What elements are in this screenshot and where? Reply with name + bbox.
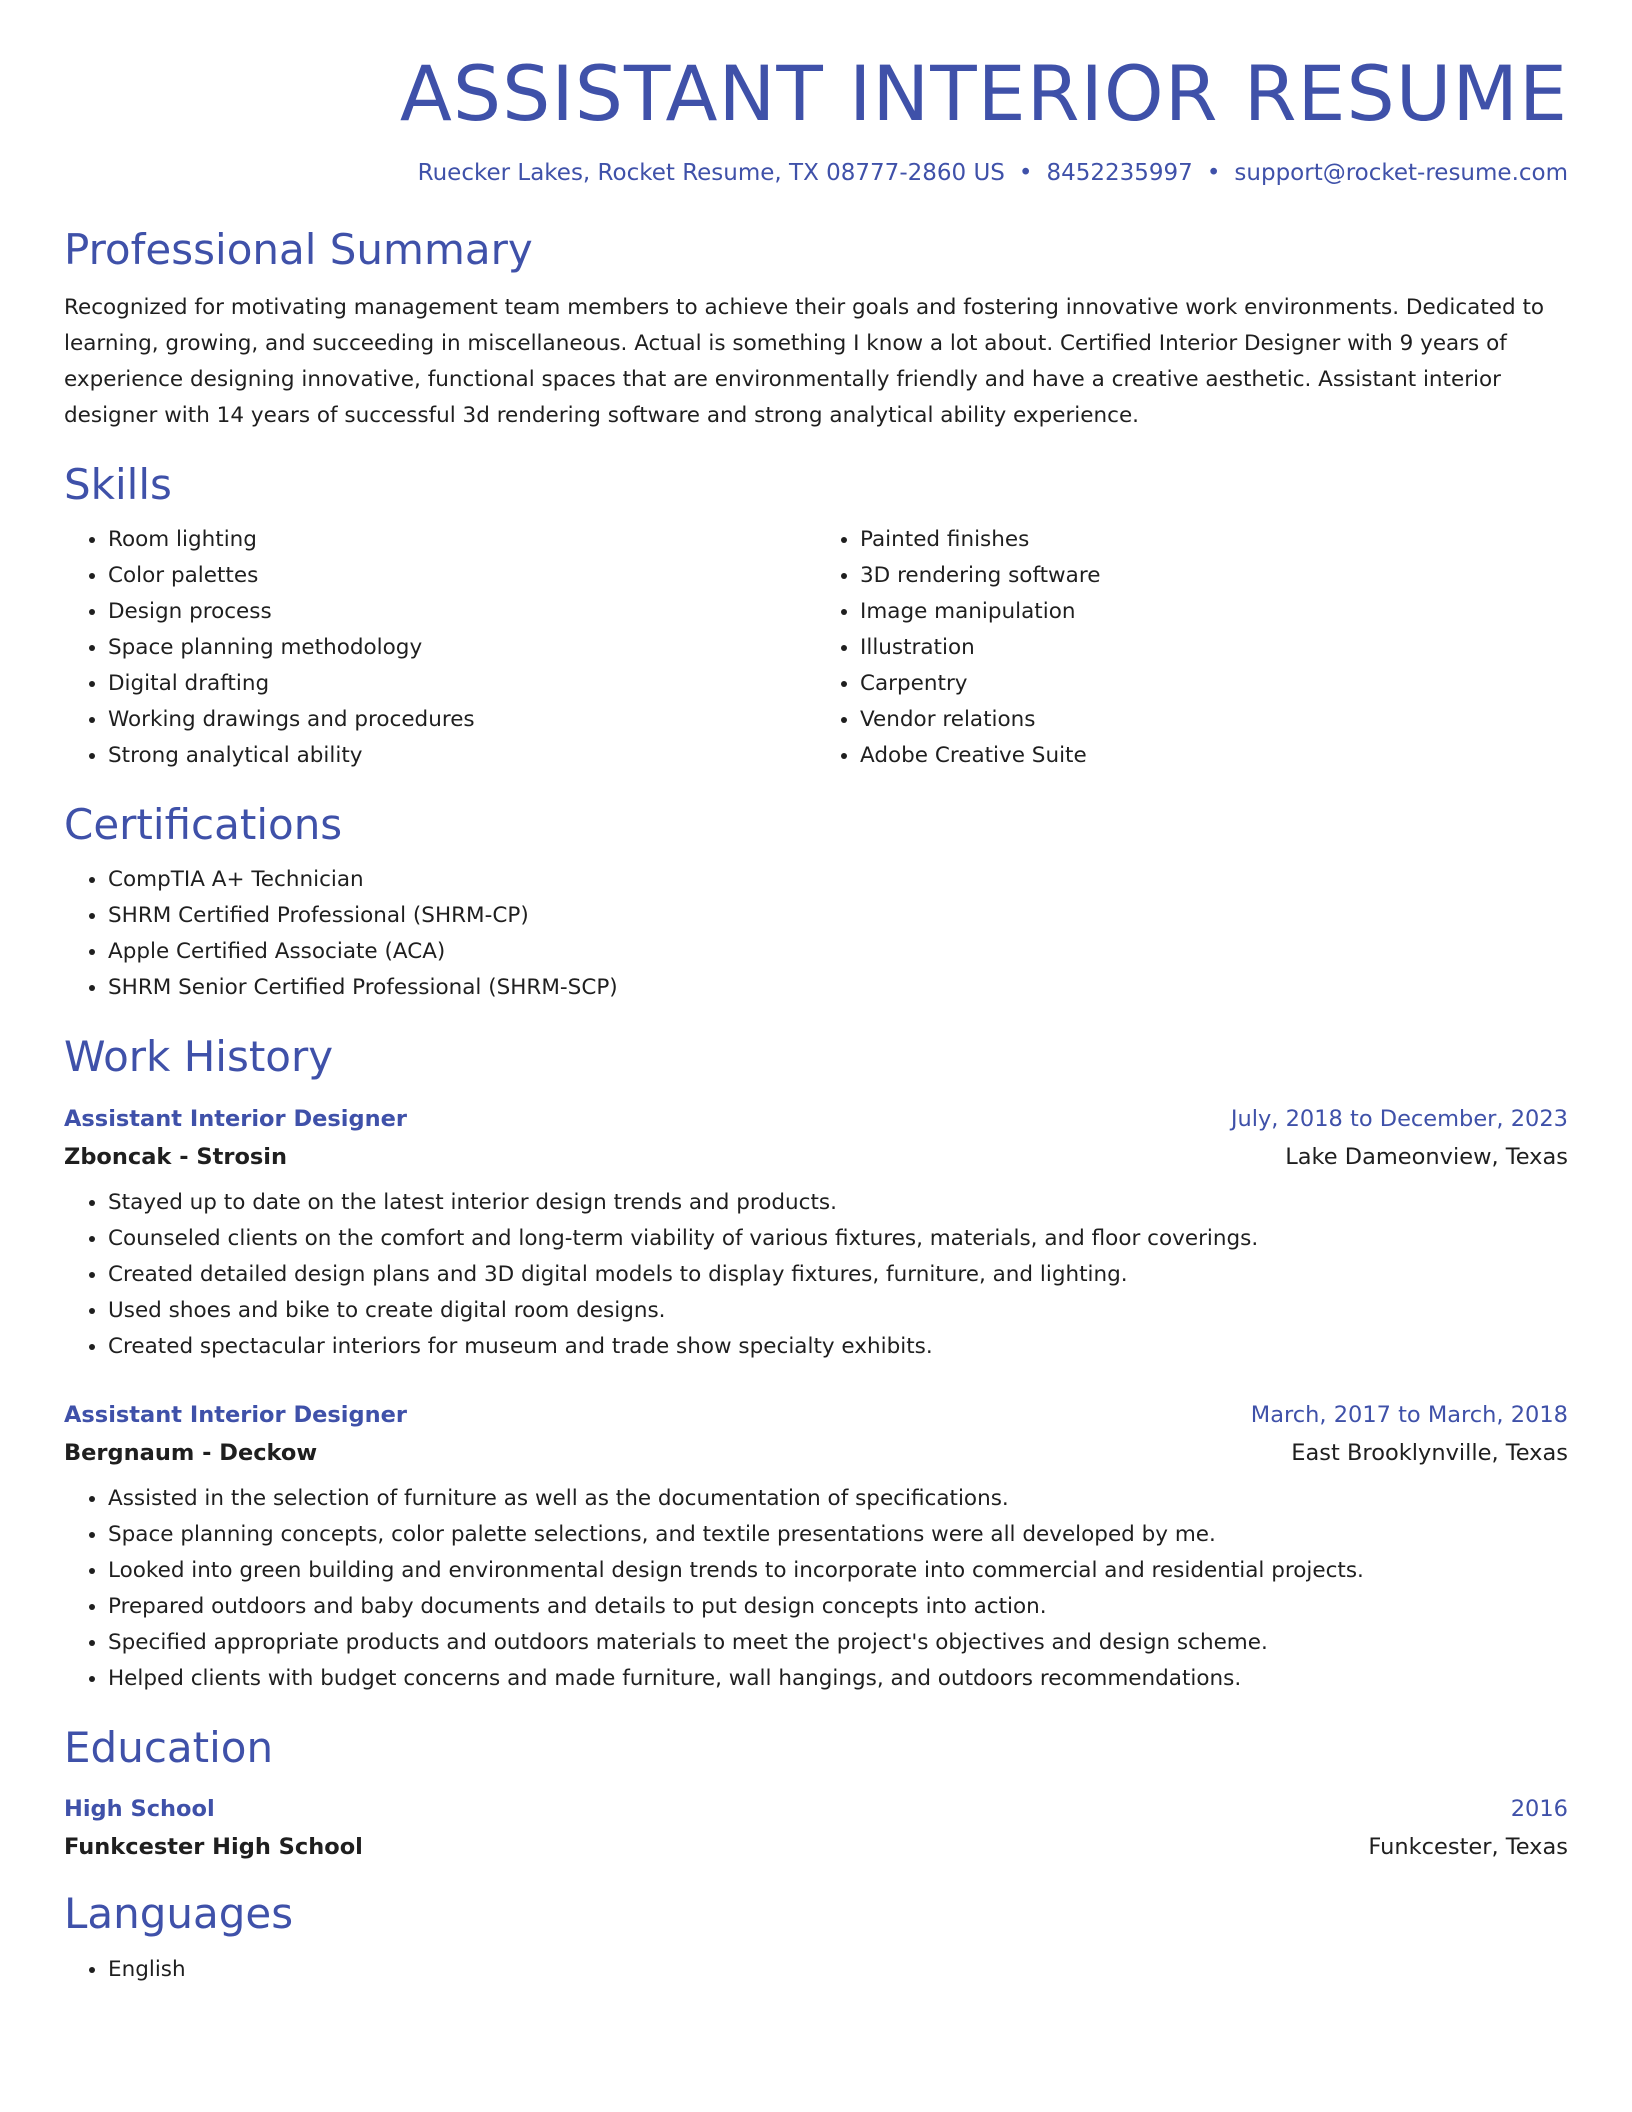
- job-header-row: [64, 1397, 1568, 1433]
- contact-line: [64, 159, 1568, 189]
- education-year: 2016: [1510, 1796, 1568, 1823]
- skills-list-right: [816, 522, 1568, 774]
- languages-heading: Languages: [64, 1889, 294, 1939]
- job-bullet: • Stayed up to date on the latest interior design trends and products.: [108, 1185, 1568, 1221]
- job-header-row: [64, 1101, 1568, 1137]
- contact-address: Ruecker Lakes, Rocket Resume, TX 08777-2860 US: [417, 160, 1005, 187]
- skill-item: • Adobe Creative Suite: [860, 738, 1568, 774]
- job-dates: March, 2017 to March, 2018: [1250, 1401, 1568, 1428]
- job-bullet: • Specified appropriate products and outdoors materials to meet the project's objectives and design scheme.: [108, 1625, 1568, 1661]
- skill-item: • Image manipulation: [860, 594, 1568, 630]
- resume-title: ASSISTANT INTERIOR RESUME: [399, 49, 1568, 138]
- job-bullet: • Looked into green building and environmental design trends to incorporate into commercial and residential projects.: [108, 1553, 1568, 1589]
- certification-item: • SHRM Certified Professional (SHRM-CP): [108, 898, 1568, 934]
- job-company: Bergnaum - Deckow: [64, 1439, 318, 1466]
- languages-section: [64, 1889, 1568, 1987]
- job-location: Lake Dameonview, Texas: [1285, 1143, 1568, 1170]
- education-school-row: [64, 1827, 1568, 1867]
- skills-columns: [64, 510, 1568, 774]
- summary-section: [64, 225, 1568, 433]
- job-bullet: • Created detailed design plans and 3D digital models to display fixtures, furniture, and lighting.: [108, 1257, 1568, 1293]
- job-bullet: • Counseled clients on the comfort and long-term viability of various fixtures, materials, and floor coverings.: [108, 1221, 1568, 1257]
- contact-separator: •: [1206, 160, 1221, 187]
- job-dates: July, 2018 to December, 2023: [1230, 1105, 1568, 1132]
- languages-list: [64, 1952, 1568, 1988]
- job-company-row: [64, 1433, 1568, 1473]
- job-role: Assistant Interior Designer: [64, 1401, 407, 1428]
- certification-item: • CompTIA A+ Technician: [108, 862, 1568, 898]
- skill-item: • Space planning methodology: [108, 630, 816, 666]
- education-degree: High School: [64, 1796, 215, 1823]
- education-school: Funkcester High School: [64, 1834, 363, 1861]
- contact-phone[interactable]: 8452235997: [1046, 160, 1193, 187]
- education-heading: Education: [64, 1722, 274, 1772]
- job-bullets: [64, 1185, 1568, 1365]
- contact-email[interactable]: support@rocket-resume.com: [1234, 160, 1568, 187]
- language-item: • English: [108, 1952, 1568, 1988]
- job-bullet: • Helped clients with budget concerns and made furniture, wall hangings, and outdoors recommendations.: [108, 1661, 1568, 1697]
- job-bullet: • Created spectacular interiors for museum and trade show specialty exhibits.: [108, 1329, 1568, 1365]
- skills-heading: Skills: [64, 459, 172, 509]
- job-bullet: • Prepared outdoors and baby documents and details to put design concepts into action.: [108, 1589, 1568, 1625]
- skills-section: [64, 460, 1568, 774]
- skill-item: • 3D rendering software: [860, 558, 1568, 594]
- skill-item: • Illustration: [860, 630, 1568, 666]
- skill-item: • Vendor relations: [860, 702, 1568, 738]
- summary-text: Recognized for motivating management team members to achieve their goals and fostering innovative work environments. Dedicated to learning, growing, and succeeding in miscellaneous. Actual is something I know a lot about. Certified Interior Designer with 9 years of experience designing innovative, functional spaces that are environmentally friendly and have a creative aesthetic. Assistant interior designer with 14 years of successful 3d rendering software and strong analytical ability experience.: [64, 294, 1545, 428]
- certification-item: • Apple Certified Associate (ACA): [108, 934, 1568, 970]
- skill-item: • Digital drafting: [108, 666, 816, 702]
- skill-item: • Painted finishes: [860, 522, 1568, 558]
- skills-list-left: [64, 522, 816, 774]
- skill-item: • Color palettes: [108, 558, 816, 594]
- education-location: Funkcester, Texas: [1368, 1834, 1568, 1861]
- job-company: Zboncak - Strosin: [64, 1143, 288, 1170]
- job-bullet: • Space planning concepts, color palette selections, and textile presentations were all developed by me.: [108, 1517, 1568, 1553]
- education-entry: [64, 1791, 1568, 1867]
- job-bullet: • Used shoes and bike to create digital room designs.: [108, 1293, 1568, 1329]
- certification-item: • SHRM Senior Certified Professional (SHRM-SCP): [108, 970, 1568, 1006]
- certifications-list: [64, 862, 1568, 1006]
- job-bullet: • Assisted in the selection of furniture as well as the documentation of specifications.: [108, 1481, 1568, 1517]
- work-history-section: [64, 1032, 1568, 1696]
- summary-heading: Professional Summary: [64, 225, 533, 275]
- skill-item: • Working drawings and procedures: [108, 702, 816, 738]
- skill-item: • Carpentry: [860, 666, 1568, 702]
- job-company-row: [64, 1137, 1568, 1177]
- education-header-row: [64, 1791, 1568, 1827]
- job-entry: [64, 1101, 1568, 1365]
- job-role: Assistant Interior Designer: [64, 1105, 407, 1132]
- contact-separator: •: [1018, 160, 1033, 187]
- job-entry: [64, 1397, 1568, 1697]
- job-location: East Brooklynville, Texas: [1291, 1439, 1568, 1466]
- certifications-section: [64, 800, 1568, 1006]
- skill-item: • Room lighting: [108, 522, 816, 558]
- education-section: [64, 1723, 1568, 1867]
- skill-item: • Design process: [108, 594, 816, 630]
- work-history-heading: Work History: [64, 1032, 334, 1082]
- certifications-heading: Certifications: [64, 800, 343, 850]
- skill-item: • Strong analytical ability: [108, 738, 816, 774]
- job-bullets: [64, 1481, 1568, 1697]
